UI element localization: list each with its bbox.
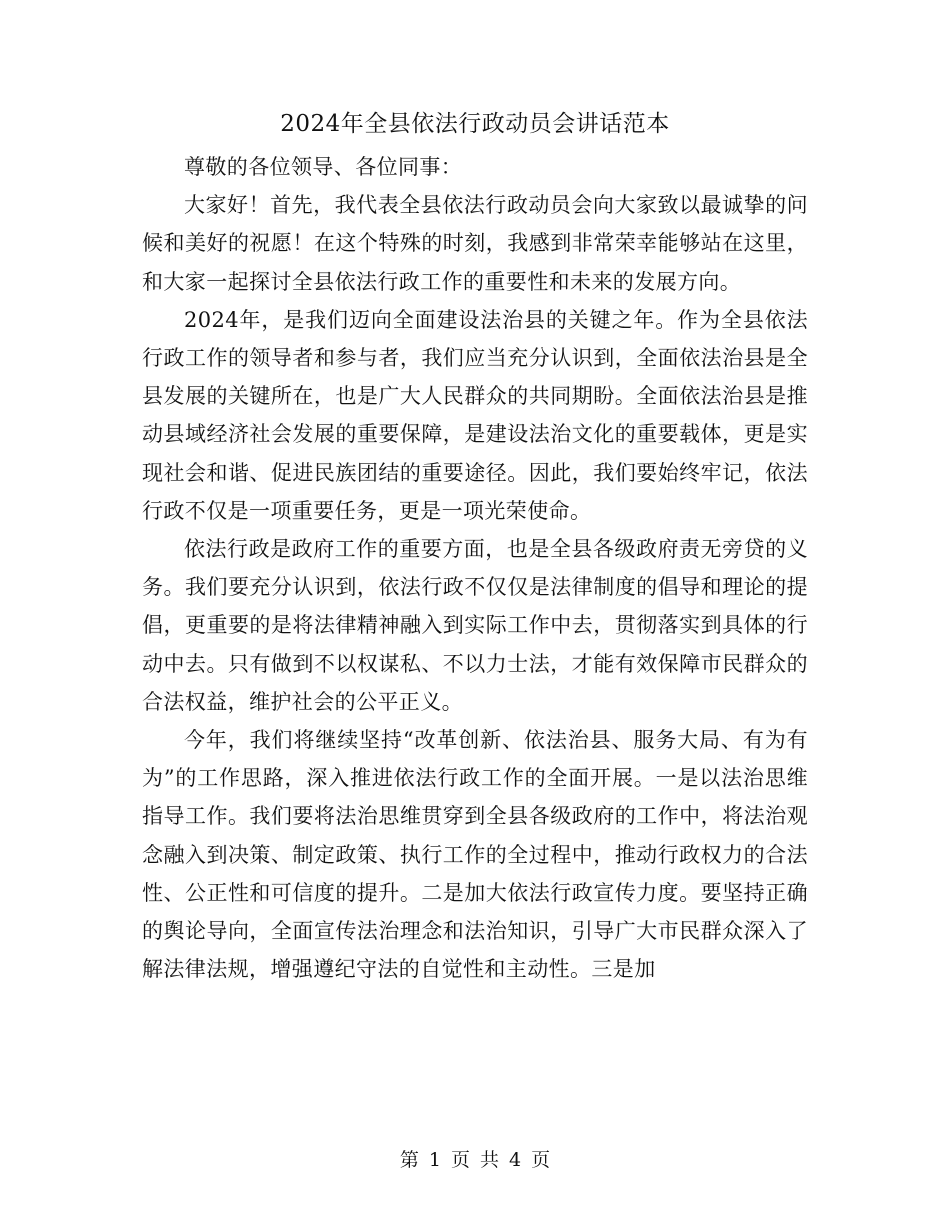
body-paragraph: 大家好！首先，我代表全县依法行政动员会向大家致以最诚挚的问候和美好的祝愿！在这个特殊的时刻，我感到非常荣幸能够站在这里，和大家一起探讨全县依法行政工作的重要性和未来的发展方向。: [142, 193, 808, 294]
document-body: [142, 148, 808, 988]
page-number-footer: 第 1 页 共 4 页: [399, 1149, 551, 1171]
body-paragraph: 今年，我们将继续坚持“改革创新、依法治县、服务大局、有为有为”的工作思路，深入推进依法行政工作的全面开展。一是以法治思维指导工作。我们要将法治思维贯穿到全县各级政府的工作中，将法治观念融入到决策、制定政策、执行工作的全过程中，推动行政权力的合法性、公正性和可信度的提升。二是加大依法行政宣传力度。要坚持正确的舆论导向，全面宣传法治理念和法治知识，引导广大市民群众深入了解法律法规，增强遵纪守法的自觉性和主动性。三是加: [142, 728, 808, 982]
document-title: 2024年全县依法行政动员会讲话范本: [280, 111, 670, 137]
salutation-paragraph: 尊敬的各位领导、各位同事：: [184, 155, 463, 179]
body-paragraph: 2024年，是我们迈向全面建设法治县的关键之年。作为全县依法行政工作的领导者和参与者，我们应当充分认识到，全面依法治县是全县发展的关键所在，也是广大人民群众的共同期盼。全面依法治县是推动县域经济社会发展的重要保障，是建设法治文化的重要载体，更是实现社会和谐、促进民族团结的重要途径。因此，我们要始终牢记，依法行政不仅是一项重要任务，更是一项光荣使命。: [142, 307, 808, 523]
body-paragraph: 依法行政是政府工作的重要方面，也是全县各级政府责无旁贷的义务。我们要充分认识到，依法行政不仅仅是法律制度的倡导和理论的提倡，更重要的是将法律精神融入到实际工作中去，贯彻落实到具体的行动中去。只有做到不以权谋私、不以力士法，才能有效保障市民群众的合法权益，维护社会的公平正义。: [142, 537, 808, 714]
